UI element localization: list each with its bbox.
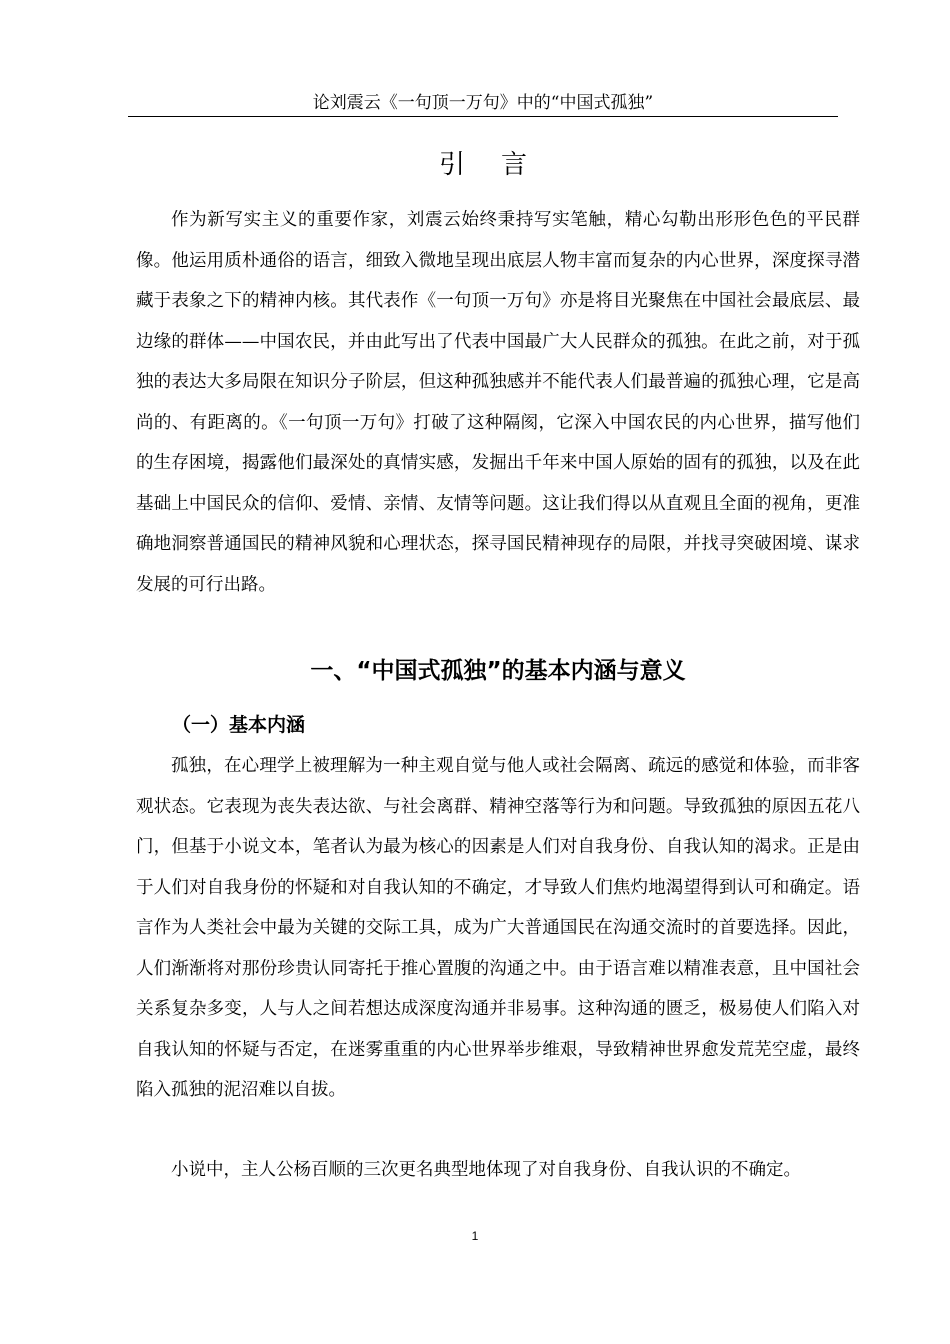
body-paragraph-2: 小说中，主人公杨百顺的三次更名典型地体现了对自我身份、自我认识的不确定。 [171,1160,801,1180]
intro-title: 引言 [438,150,563,180]
subsection-heading: （一）基本内涵 [172,714,306,736]
page-number: 1 [471,1229,479,1243]
intro-paragraph: 作为新写实主义的重要作家，刘震云始终秉持写实笔触，精心勾勒出形形色色的平民群像。他运用质朴通俗的语言，细致入微地呈现出底层人物丰富而复杂的内心世界，深度探寻潜藏于表象之下的精神内核。其代表作《一句顶一万句》亦是将目光聚焦在中国社会最底层、最边缘的群体——中国农民，并由此写出了代表中国最广大人民群众的孤独。在此之前，对于孤独的表达大多局限在知识分子阶层，但这种孤独感并不能代表人们最普遍的孤独心理，它是高尚的、有距离的。《一句顶一万句》打破了这种隔阂，它深入中国农民的内心世界，描写他们的生存困境，揭露他们最深处的真情实感，发掘出千年来中国人原始的固有的孤独，以及在此基础上中国民众的信仰、爱情、亲情、友情等问题。这让我们得以从直观且全面的视角，更准确地洞察普通国民的精神风貌和心理状态，探寻国民精神现存的局限，并找寻突破困境、谋求发展的可行出路。 [136,210,860,595]
running-header: 论刘震云《一句顶一万句》中的“中国式孤独” [312,93,654,113]
body-paragraph-1: 孤独，在心理学上被理解为一种主观自觉与他人或社会隔离、疏远的感觉和体验，而非客观状态。它表现为丧失表达欲、与社会离群、精神空落等行为和问题。导致孤独的原因五花八门，但基于小说文本，笔者认为最为核心的因素是人们对自我身份、自我认知的渴求。正是由于人们对自我身份的怀疑和对自我认知的不确定，才导致人们焦灼地渴望得到认可和确定。语言作为人类社会中最为关键的交际工具，成为广大普通国民在沟通交流时的首要选择。因此，人们渐渐将对那份珍贵认同寄托于推心置腹的沟通之中。由于语言难以精准表意，且中国社会关系复杂多变，人与人之间若想达成深度沟通并非易事。这种沟通的匮乏，极易使人们陷入对自我认知的怀疑与否定，在迷雾重重的内心世界举步维艰，导致精神世界愈发荒芜空虚，最终陷入孤独的泥沼难以自拔。 [136,756,860,1100]
section-heading: 一、“中国式孤独”的基本内涵与意义 [310,658,686,684]
header-divider [128,116,838,117]
